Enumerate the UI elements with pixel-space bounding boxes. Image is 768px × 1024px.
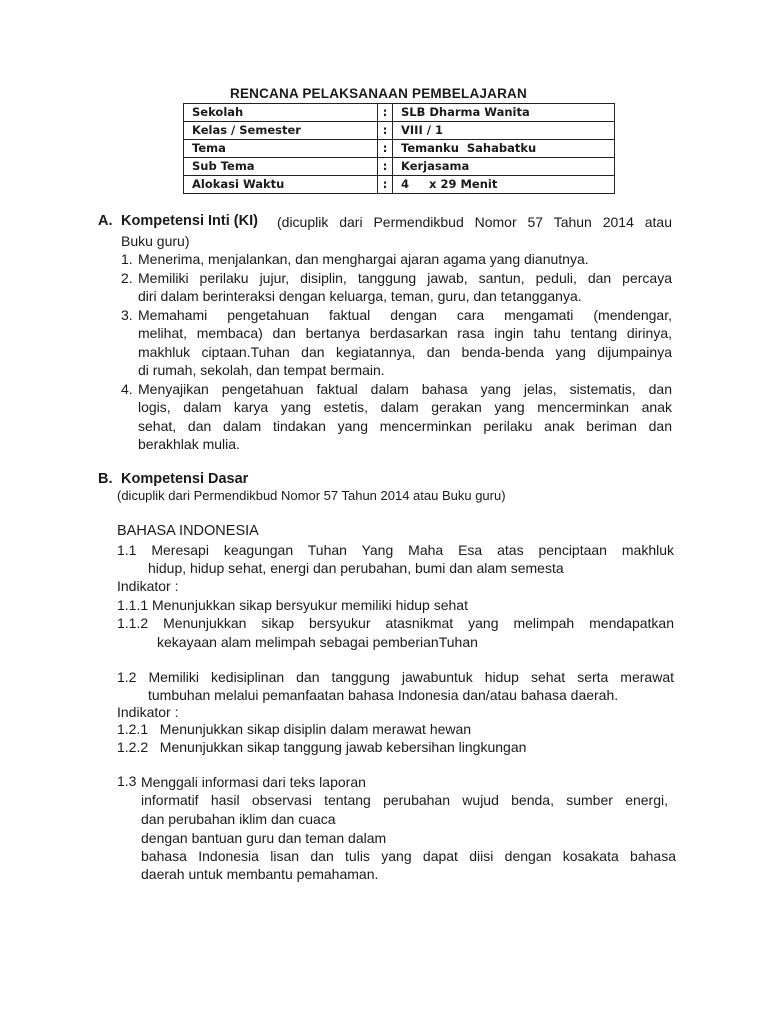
section-b-note: (dicuplik dari Permendikbud Nomor 57 Tahun 2014 atau Buku guru) — [117, 488, 506, 503]
info-separator: : — [378, 176, 393, 194]
kd-text: hidup, hidup sehat, energi dan perubahan, bumi dan alam semesta — [148, 560, 564, 576]
info-separator: : — [378, 104, 393, 122]
ki-item-text: Menyajikan pengetahuan faktual dalam bahasa yang jelas, sistematis, dan — [138, 381, 672, 397]
ki-item-text: Memahami pengetahuan faktual dengan cara mengamati (mendengar, — [138, 307, 672, 323]
ki-number: 4. — [121, 381, 133, 397]
info-value: Kerjasama — [393, 158, 615, 176]
info-label: Alokasi Waktu — [184, 176, 378, 194]
subject-heading: BAHASA INDONESIA — [117, 523, 259, 539]
ki-item-text: Menerima, menjalankan, dan menghargai ajaran agama yang dianutnya. — [138, 251, 589, 267]
indikator-label: Indikator : — [117, 578, 179, 594]
info-value: Temanku Sahabatku — [393, 140, 615, 158]
info-label: Tema — [184, 140, 378, 158]
section-a-marker: A. — [98, 213, 113, 229]
ki-item-text: Memiliki perilaku jujur, disiplin, tanggung jawab, santun, peduli, dan percaya — [138, 270, 672, 286]
page-title: RENCANA PELAKSANAAN PEMBELAJARAN — [230, 86, 527, 101]
info-separator: : — [378, 158, 393, 176]
ki-item-text: di rumah, sekolah, dan tempat bermain. — [138, 362, 385, 378]
table-row — [184, 122, 615, 140]
info-label: Sub Tema — [184, 158, 378, 176]
ki-number: 2. — [121, 270, 133, 286]
ki-number: 1. — [121, 251, 133, 267]
ki-item-text: sehat, dan dalam tindakan yang mencerminkan perilaku anak beriman dan — [138, 418, 672, 434]
kd-text: informatif hasil observasi tentang perubahan wujud benda, sumber energi, — [141, 792, 668, 808]
ki-item-text: makhluk ciptaan.Tuhan dan kegiatannya, dan benda-benda yang dijumpainya — [138, 344, 672, 360]
section-b-marker: B. — [98, 471, 113, 487]
kd-text: dan perubahan iklim dan cuaca — [141, 811, 336, 827]
info-value: VIII / 1 — [393, 122, 615, 140]
ki-item-text: berakhlak mulia. — [138, 436, 240, 452]
ki-item-text: melihat, membaca) dan bertanya berdasarkan rasa ingin tahu tentang dirinya, — [138, 325, 672, 341]
indikator-item: 1.2.1 Menunjukkan sikap disiplin dalam merawat hewan — [117, 721, 472, 737]
indikator-item: 1.1.2 Menunjukkan sikap bersyukur atasnikmat yang melimpah mendapatkan — [117, 615, 674, 631]
table-row — [184, 158, 615, 176]
kd-text: 1.1 Meresapi keagungan Tuhan Yang Maha Esa atas penciptaan makhluk — [117, 542, 674, 558]
section-a-heading: Kompetensi Inti (KI) — [121, 213, 258, 229]
info-label: Sekolah — [184, 104, 378, 122]
table-row — [184, 140, 615, 158]
table-row — [184, 176, 615, 194]
section-b-heading: Kompetensi Dasar — [121, 471, 249, 487]
kd-text: Menggali informasi dari teks laporan — [141, 774, 366, 790]
ki-item-text: logis, dalam karya yang estetis, dalam gerakan yang mencerminkan anak — [138, 399, 672, 415]
table-row — [184, 104, 615, 122]
info-label: Kelas / Semester — [184, 122, 378, 140]
section-a-note-cont: Buku guru) — [121, 233, 190, 249]
indikator-item: kekayaan alam melimpah sebagai pemberianTuhan — [157, 634, 478, 650]
info-separator: : — [378, 140, 393, 158]
indikator-label: Indikator : — [117, 704, 179, 720]
info-table — [183, 103, 615, 194]
ki-number: 3. — [121, 307, 133, 323]
kd-number: 1.3 — [117, 773, 137, 789]
kd-text: daerah untuk membantu pemahaman. — [141, 866, 379, 882]
indikator-item: 1.1.1 Menunjukkan sikap bersyukur memiliki hidup sehat — [117, 597, 468, 613]
kd-text: 1.2 Memiliki kedisiplinan dan tanggung jawabuntuk hidup sehat serta merawat — [117, 669, 674, 685]
info-value: SLB Dharma Wanita — [393, 104, 615, 122]
ki-item-text: diri dalam berinteraksi dengan keluarga, teman, guru, dan tetangganya. — [138, 288, 582, 304]
info-separator: : — [378, 122, 393, 140]
indikator-item: 1.2.2 Menunjukkan sikap tanggung jawab kebersihan lingkungan — [117, 739, 527, 755]
kd-text: tumbuhan melalui pemanfaatan bahasa Indonesia dan/atau bahasa daerah. — [148, 687, 619, 703]
section-a-note: (dicuplik dari Permendikbud Nomor 57 Tahun 2014 atau — [277, 214, 672, 230]
kd-text: dengan bantuan guru dan teman dalam — [141, 830, 387, 846]
kd-text: bahasa Indonesia lisan dan tulis yang dapat diisi dengan kosakata bahasa — [141, 848, 676, 864]
info-value: 4 x 29 Menit — [393, 176, 615, 194]
